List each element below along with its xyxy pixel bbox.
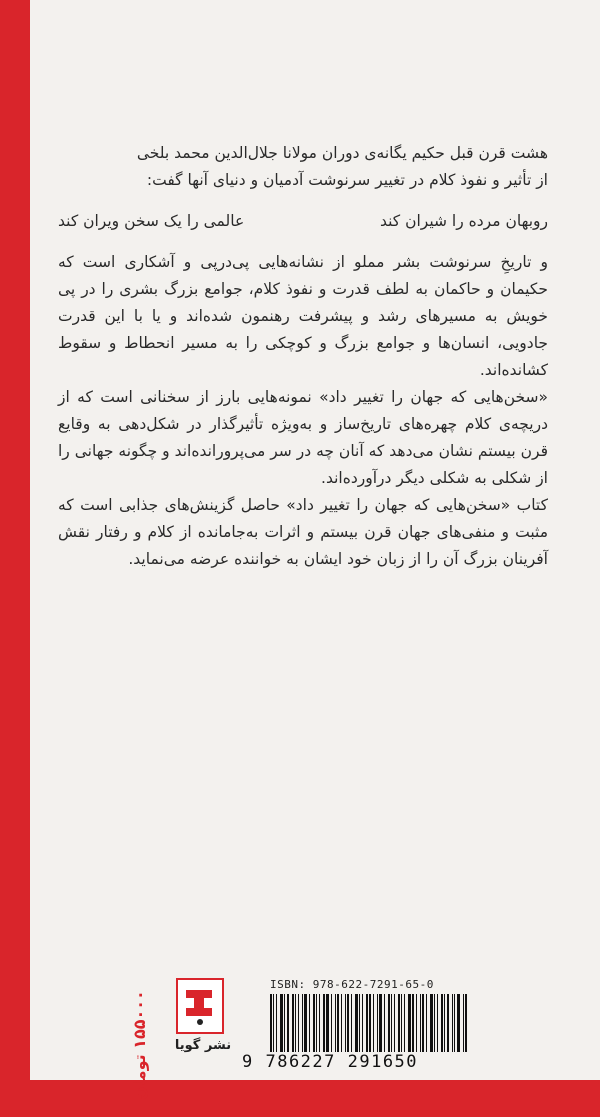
paragraph-2: «سخن‌هایی که جهان را تغییر داد» نمونه‌هایی بارز از سخنانی است که از دریچه‌ی کلام چهره‌های تاریخ‌ساز و به‌ویژه تأثیرگذار در شکل‌دهی به وقایع قرن بیستم نشان می‌دهد که آنان چه در سر می‌پرورانده‌اند و چگونه جهانی را از شکلی به شکلی دیگر درآورده‌اند. bbox=[58, 388, 548, 487]
barcode-bar bbox=[391, 994, 392, 1052]
barcode-bar bbox=[426, 994, 427, 1052]
barcode-bar bbox=[430, 994, 433, 1052]
barcode-bar bbox=[422, 994, 424, 1052]
barcode-bar bbox=[465, 994, 467, 1052]
publisher-logo bbox=[176, 978, 224, 1034]
barcode-bar bbox=[366, 994, 368, 1052]
barcode-number: 9 786227 291650 bbox=[242, 1052, 419, 1072]
barcode-bar bbox=[441, 994, 443, 1052]
barcode-bar bbox=[412, 994, 414, 1052]
verse-right-hemistich: روبهان مرده را شیران کند bbox=[379, 212, 548, 230]
barcode-bar bbox=[384, 994, 385, 1052]
barcode-bar bbox=[437, 994, 438, 1052]
barcode-bar bbox=[452, 994, 453, 1052]
barcode-bar bbox=[351, 994, 352, 1052]
barcode-bar bbox=[404, 994, 405, 1052]
paragraph-1: و تاریخِ سرنوشت بشر مملو از نشانه‌هایی پی‌درپی و آشکاری است که حکیمان و حاکمان به لطف قدرت و نفوذ کلام، جوامع بزرگ بشری را در پی خویش به مسیرهای رشد و پیشرفت رهنمون شده‌اند و یا با این قدرت جادویی، انسان‌ها و جوامع بزرگ و کوچکی را به مسیر انحطاط و سقوط کشانده‌اند. bbox=[58, 253, 548, 379]
barcode-bar bbox=[355, 994, 358, 1052]
barcode-bar bbox=[287, 994, 289, 1052]
bottom-red-border bbox=[0, 1080, 600, 1117]
barcode-area bbox=[176, 978, 554, 1078]
barcode-bar bbox=[337, 994, 339, 1052]
barcode-bar bbox=[302, 994, 303, 1052]
barcode-bar bbox=[454, 994, 455, 1052]
barcode-bar bbox=[398, 994, 400, 1052]
barcode-bar bbox=[420, 994, 421, 1052]
barcode-bar bbox=[309, 994, 310, 1052]
barcode-bar bbox=[298, 994, 299, 1052]
barcode-bar bbox=[316, 994, 317, 1052]
barcode-bar bbox=[377, 994, 378, 1052]
barcode-bar bbox=[335, 994, 336, 1052]
barcode-bar bbox=[388, 994, 390, 1052]
verse-left-hemistich: عالمی را یک سخن ویران کند bbox=[58, 212, 245, 230]
barcode-bar bbox=[401, 994, 402, 1052]
publisher-logo-icon bbox=[178, 980, 222, 1032]
barcode-bar bbox=[313, 994, 315, 1052]
barcode-bar bbox=[362, 994, 363, 1052]
barcode-bar bbox=[270, 994, 272, 1052]
barcode-bar bbox=[373, 994, 374, 1052]
back-cover-text bbox=[58, 140, 548, 573]
barcode-bar bbox=[444, 994, 445, 1052]
intro-line-1: هشت قرن قبل حکیم یگانه‌ی دوران مولانا جلال‌الدین محمد بلخی bbox=[136, 144, 548, 162]
barcode-bar bbox=[323, 994, 325, 1052]
barcode-bar bbox=[379, 994, 382, 1052]
barcode-bar bbox=[326, 994, 329, 1052]
barcode-bar bbox=[457, 994, 460, 1052]
barcode-bar bbox=[273, 994, 274, 1052]
barcode-bar bbox=[341, 994, 342, 1052]
intro-line-2: از تأثیر و نفوذ کلام در تغییر سرنوشت آدمیان و دنیای آنها گفت: bbox=[146, 171, 548, 189]
barcode-bar bbox=[394, 994, 395, 1052]
barcode bbox=[270, 994, 550, 1052]
barcode-bar bbox=[359, 994, 360, 1052]
publisher-name: نشر گویا bbox=[174, 1038, 232, 1053]
barcode-bar bbox=[276, 994, 277, 1052]
barcode-bar bbox=[416, 994, 417, 1052]
barcode-bar bbox=[369, 994, 371, 1052]
barcode-bar bbox=[463, 994, 464, 1052]
barcode-bar bbox=[319, 994, 320, 1052]
barcode-bar bbox=[331, 994, 332, 1052]
isbn-label: ISBN: 978-622-7291-65-0 bbox=[270, 978, 434, 991]
price-label: ۱۵۵۰۰۰ تومان bbox=[130, 990, 149, 1100]
paragraph-3: کتاب «سخن‌هایی که جهان را تغییر داد» حاصل گزینش‌های جذابی است که مثبت و منفی‌های جهان قرن بیستم و اثرات به‌جامانده از کلام و رفتار نقش آفرینان بزرگ آن را از زبان خود ایشان به خواننده عرضه می‌نماید. bbox=[58, 496, 548, 568]
barcode-bar bbox=[280, 994, 283, 1052]
barcode-bar bbox=[292, 994, 294, 1052]
barcode-bar bbox=[345, 994, 346, 1052]
barcode-bar bbox=[304, 994, 307, 1052]
barcode-bar bbox=[295, 994, 296, 1052]
verse bbox=[58, 208, 548, 235]
barcode-bar bbox=[408, 994, 411, 1052]
barcode-bar bbox=[284, 994, 285, 1052]
barcode-bar bbox=[347, 994, 349, 1052]
barcode-bar bbox=[434, 994, 435, 1052]
barcode-bar bbox=[447, 994, 449, 1052]
